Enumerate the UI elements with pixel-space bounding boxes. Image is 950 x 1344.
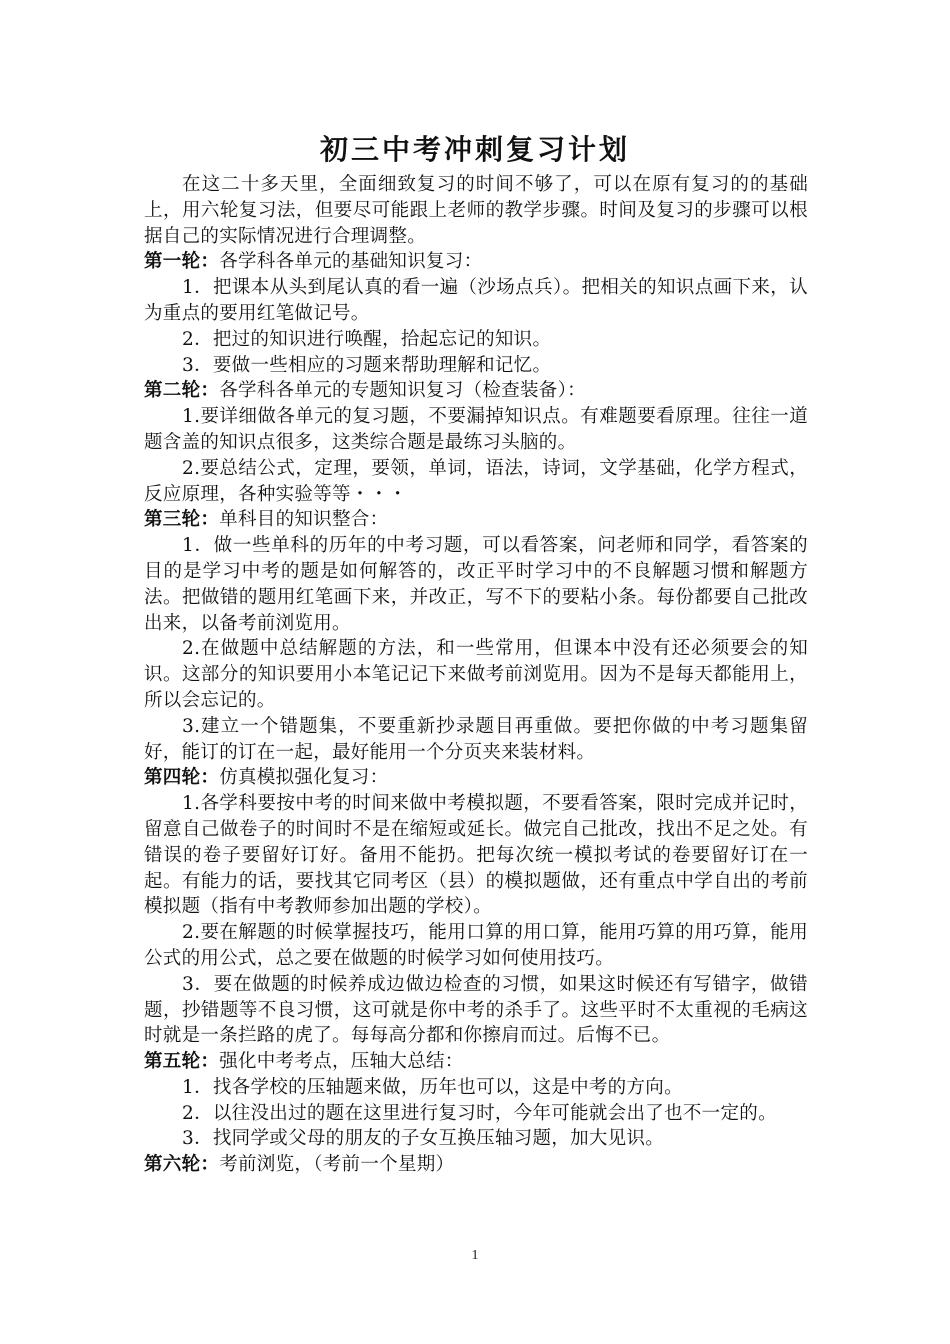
round-3-item-2: 2.在做题中总结解题的方法，和一些常用，但课本中没有还必须要会的知识。这部分的知识要用小本笔记记下来做考前浏览用。因为不是每天都能用上，所以会忘记的。: [144, 638, 808, 711]
round-2-heading-text: 各学科各单元的专题知识复习（检查装备）：: [219, 380, 586, 402]
round-1-item-1: 1．把课本从头到尾认真的看一遍（沙场点兵）。把相关的知识点画下来，认为重点的要用红笔做记号。: [144, 277, 808, 324]
round-1-heading: [144, 249, 808, 275]
round-1-item-3: 3．要做一些相应的习题来帮助理解和记忆。: [182, 354, 552, 376]
round-3-heading-text: 单科目的知识整合：: [219, 509, 389, 531]
round-4-item-1: 1.各学科要按中考的时间来做中考模拟题，不要看答案，限时完成并记时，留意自己做卷子的时间时不是在缩短或延长。做完自己批改，找出不足之处。有错误的卷子要留好订好。备用不能扔。把每次统一模拟考试的卷要留好订在一起。有能力的话，要找其它同考区（县）的模拟题做，还有重点中学自出的考前模拟题（指有中考教师参加出题的学校）。: [144, 793, 808, 918]
round-2-item-1: 1.要详细做各单元的复习题，不要漏掉知识点。有难题要看原理。往往一道题含盖的知识点很多，这类综合题是最练习头脑的。: [144, 406, 808, 453]
round-2-label: 第二轮：: [144, 380, 220, 402]
round-5-item-1: 1．找各学校的压轴题来做，历年也可以，这是中考的方向。: [182, 1076, 683, 1098]
round-3-item-3: 3.建立一个错题集，不要重新抄录题目再重做。要把你做的中考习题集留好，能订的订在一起，最好能用一个分页夹来装材料。: [144, 715, 808, 763]
round-5-heading: [144, 1049, 808, 1075]
round-1-item-2: 2．把过的知识进行唤醒，拾起忘记的知识。: [182, 328, 552, 350]
round-6-heading-text: 考前浏览，（考前一个星期）: [219, 1154, 455, 1176]
round-2-heading: [144, 378, 808, 404]
round-4-item-3: 3．要在做题的时候养成边做边检查的习惯，如果这时候还有写错字，做错题，抄错题等不良习惯，这可就是你中考的杀手了。这些平时不太重视的毛病这时就是一条拦路的虎了。每每高分都和你擦肩而过。后悔不已。: [144, 973, 808, 1047]
round-6-label: 第六轮：: [144, 1154, 220, 1176]
round-5-label: 第五轮：: [144, 1051, 220, 1073]
document-title: 初三中考冲刺复习计划: [319, 133, 630, 166]
round-1-label: 第一轮：: [144, 251, 220, 273]
round-6-heading: [144, 1152, 808, 1178]
round-5-item-3: 3．找同学或父母的朋友的子女互换压轴习题，加大见识。: [182, 1128, 665, 1150]
intro-paragraph: 在这二十多天里，全面细致复习的时间不够了，可以在原有复习的的基础上，用六轮复习法，但要尽可能跟上老师的教学步骤。时间及复习的步骤可以根据自己的实际情况进行合理调整。: [144, 174, 808, 247]
round-3-item-1: 1．做一些单科的历年的中考习题，可以看答案，问老师和同学，看答案的目的是学习中考的题是如何解答的，改正平时学习中的不良解题习惯和解题方法。把做错的题用红笔画下来，并改正，写不下的要粘小条。每份都要自己批改出来，以备考前浏览用。: [144, 535, 808, 634]
round-4-heading-text: 仿真模拟强化复习：: [219, 767, 389, 789]
round-4-heading: [144, 765, 808, 791]
round-5-item-2: 2．以往没出过的题在这里进行复习时，今年可能就会出了也不一定的。: [182, 1102, 777, 1124]
round-2-item-2: 2.要总结公式，定理，要领，单词，语法，诗词，文学基础，化学方程式，反应原理，各种实验等等・・・: [144, 457, 808, 505]
page-number: 1: [471, 1248, 479, 1263]
round-5-heading-text: 强化中考考点，压轴大总结：: [219, 1051, 464, 1073]
round-3-heading: [144, 507, 808, 533]
round-1-heading-text: 各学科各单元的基础知识复习：: [219, 251, 483, 273]
document-body: [144, 172, 808, 1178]
round-4-item-2: 2.要在解题的时候掌握技巧，能用口算的用口算，能用巧算的用巧算，能用公式的用公式，总之要在做题的时候学习如何使用技巧。: [144, 922, 808, 969]
round-4-label: 第四轮：: [144, 767, 220, 789]
round-3-label: 第三轮：: [144, 509, 220, 531]
